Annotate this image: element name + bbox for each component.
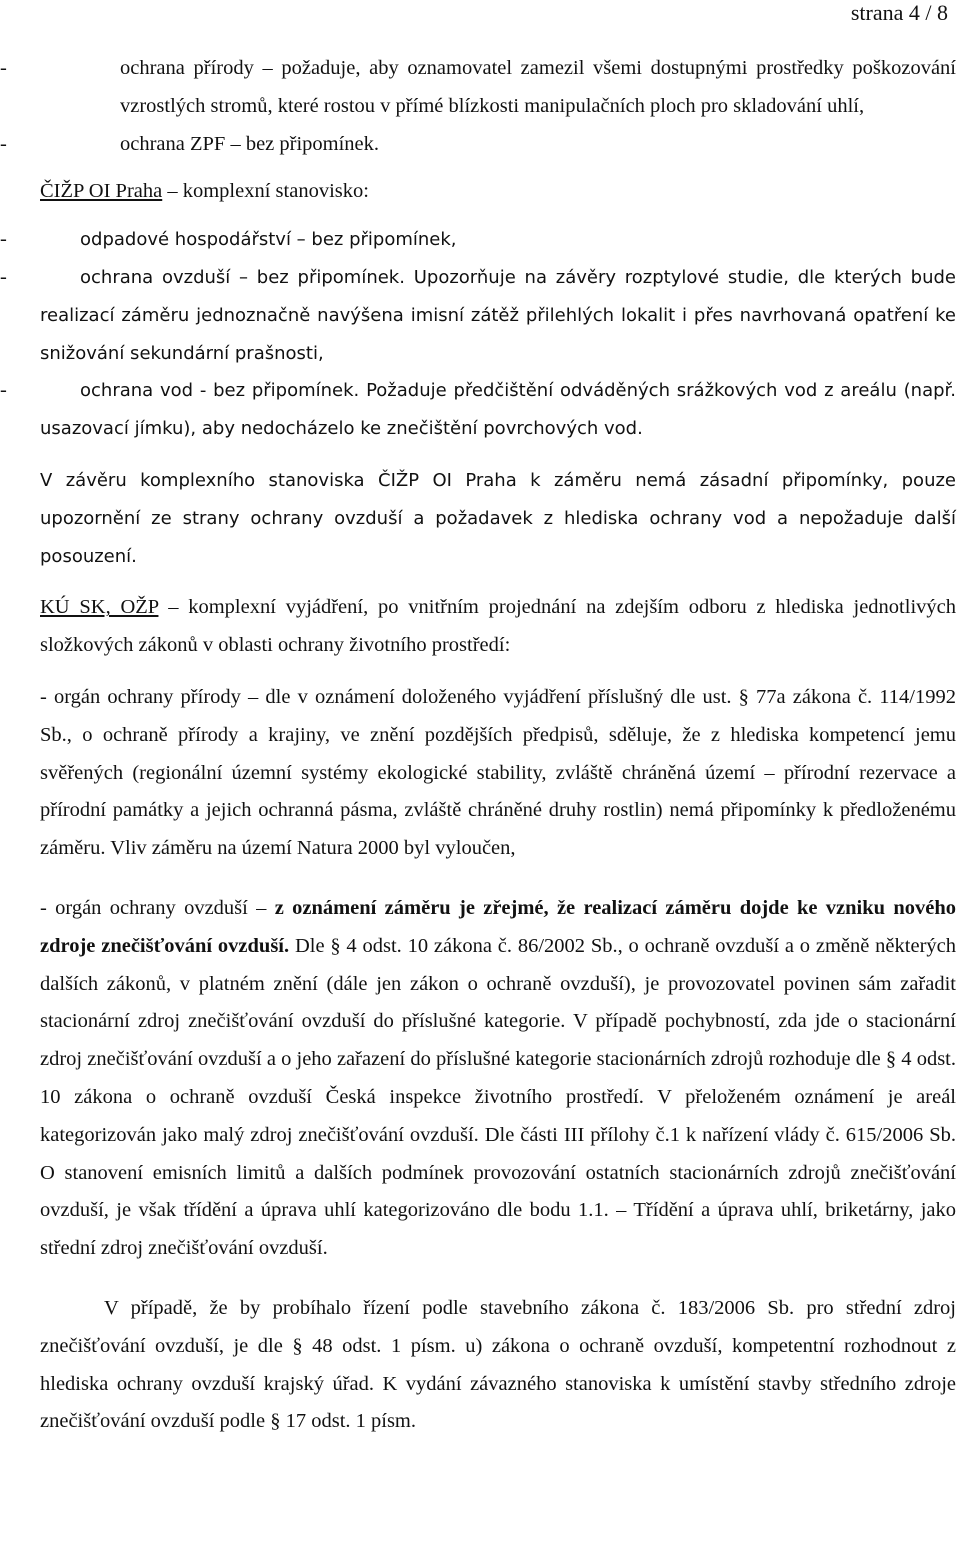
list-item-text: ochrana ZPF – bez připomínek. [120, 132, 380, 155]
list-item-text [40, 259, 956, 372]
list-item [0, 126, 956, 164]
nature-text: dle v oznámení doloženého vyjádření příslušný dle ust. § 77a zákona č. 114/1992 Sb., o ochraně přírody a krajiny, ve znění pozdějších předpisů, sděluje, že z hlediska kompetencí jemu svěřených (regionální územní systémy ekologické stability, zvláště chráněná území – přírodní rezervace a přírodní památky a jejich ochranná pásma, zvláště chráněné druhy rostlin) nemá připomínky k předloženému záměru. Vliv záměru na území Natura 2000 byl vyloučen, [40, 685, 956, 860]
ku-air-paragraph [40, 890, 956, 1268]
air-summary: ochrana ovzduší – bez připomínek. [80, 266, 405, 288]
cizp-org: ČIŽP OI Praha [40, 180, 163, 203]
list-dash: - [0, 265, 7, 288]
cizp-heading-rest: – komplexní stanovisko: [162, 180, 369, 203]
cizp-heading [40, 173, 956, 211]
ku-heading [40, 589, 956, 665]
document-body [0, 50, 956, 1441]
list-dash: - [0, 57, 7, 79]
ku-nature-paragraph [40, 679, 956, 868]
cizp-list [0, 221, 956, 448]
list-item [0, 372, 956, 448]
nature-lead: - orgán ochrany přírody – [40, 685, 266, 708]
list-item [0, 259, 956, 372]
final-paragraph: V případě, že by probíhalo řízení podle stavebního zákona č. 183/2006 Sb. pro střední zdroj znečišťování ovzduší, je dle § 48 odst. 1 písm. u) zákona o ochraně ovzduší, kompetentní rozhodnout z hlediska ochrany ovzduší krajský úřad. K vydání závazného stanoviska k umístění stavby středního zdroje znečišťování ovzduší podle § 17 odst. 1 písm. [40, 1296, 956, 1433]
list-item-text: ochrana přírody – požaduje, aby oznamovatel zamezil všemi dostupnými prostředky poškozování vzrostlých stromů, které rostou v přímé blízkosti manipulačních ploch pro skladování uhlí, [120, 57, 956, 117]
list-dash: - [0, 379, 7, 402]
list-dash: - [0, 132, 7, 155]
list-item-text: odpadové hospodářství – bez připomínek, [80, 229, 457, 251]
list-a [0, 50, 956, 163]
air-text: Dle § 4 odst. 10 zákona č. 86/2002 Sb., o ochraně ovzduší a o změně některých dalších zákonů, v platném znění (dále jen zákon o ochraně ovzduší), je provozovatel povinen sám zařadit stacionární zdroj znečišťování ovzduší do příslušné kategorie. V případě pochybností, zda jde o stacionární zdroj znečišťování ovzduší a o jeho zařazení do příslušné kategorie stacionárních zdrojů rozhoduje dle § 4 odst. 10 zákona o ochraně ovzduší Česká inspekce životního prostředí. V přeloženém oznámení je areál kategorizován jako malý zdroj znečišťování ovzduší. Dle části III přílohy č.1 k nařízení vlády č. 615/2006 Sb. O stanovení emisních limitů a dalších podmínek provozování ostatních stacionárních zdrojů znečišťování ovzduší, je však třídění a úprava uhlí kategorizováno dle bodu 1.1. – Třídění a úprava uhlí, briketárny, jako střední zdroj znečišťování ovzduší. [40, 934, 956, 1260]
list-item [0, 50, 956, 126]
list-item [0, 221, 956, 259]
page-number: strana 4 / 8 [850, 0, 948, 25]
air-detail: Upozorňuje na závěry rozptylové studie, dle kterých bude realizací záměru jednoznačně navýšena imisní zátěž přilehlých lokalit i přes navrhovaná opatření ke snižování sekundární prašnosti, [40, 266, 956, 364]
list-dash: - [0, 228, 7, 251]
ku-org: KÚ SK, OŽP [40, 596, 159, 619]
ku-heading-rest: – komplexní vyjádření, po vnitřním projednání na zdejším odboru z hlediska jednotlivých složkových zákonů v oblasti ochrany životního prostředí: [40, 596, 956, 657]
cizp-conclusion: V závěru komplexního stanoviska ČIŽP OI Praha k záměru nemá zásadní připomínky, pouze upozornění ze strany ochrany ovzduší a požadavek z hlediska ochrany vod a nepožaduje další posouzení. [40, 469, 956, 567]
air-bold-statement: z oznámení záměru je zřejmé, že realizací záměru dojde ke vzniku nového zdroje znečišťování ovzduší. [40, 896, 956, 957]
list-item-text: ochrana vod - bez připomínek. Požaduje předčištění odváděných srážkových vod z areálu (např. usazovací jímku), aby nedocházelo ke znečištění povrchových vod. [40, 380, 956, 440]
air-lead: - orgán ochrany ovzduší – [40, 896, 275, 919]
